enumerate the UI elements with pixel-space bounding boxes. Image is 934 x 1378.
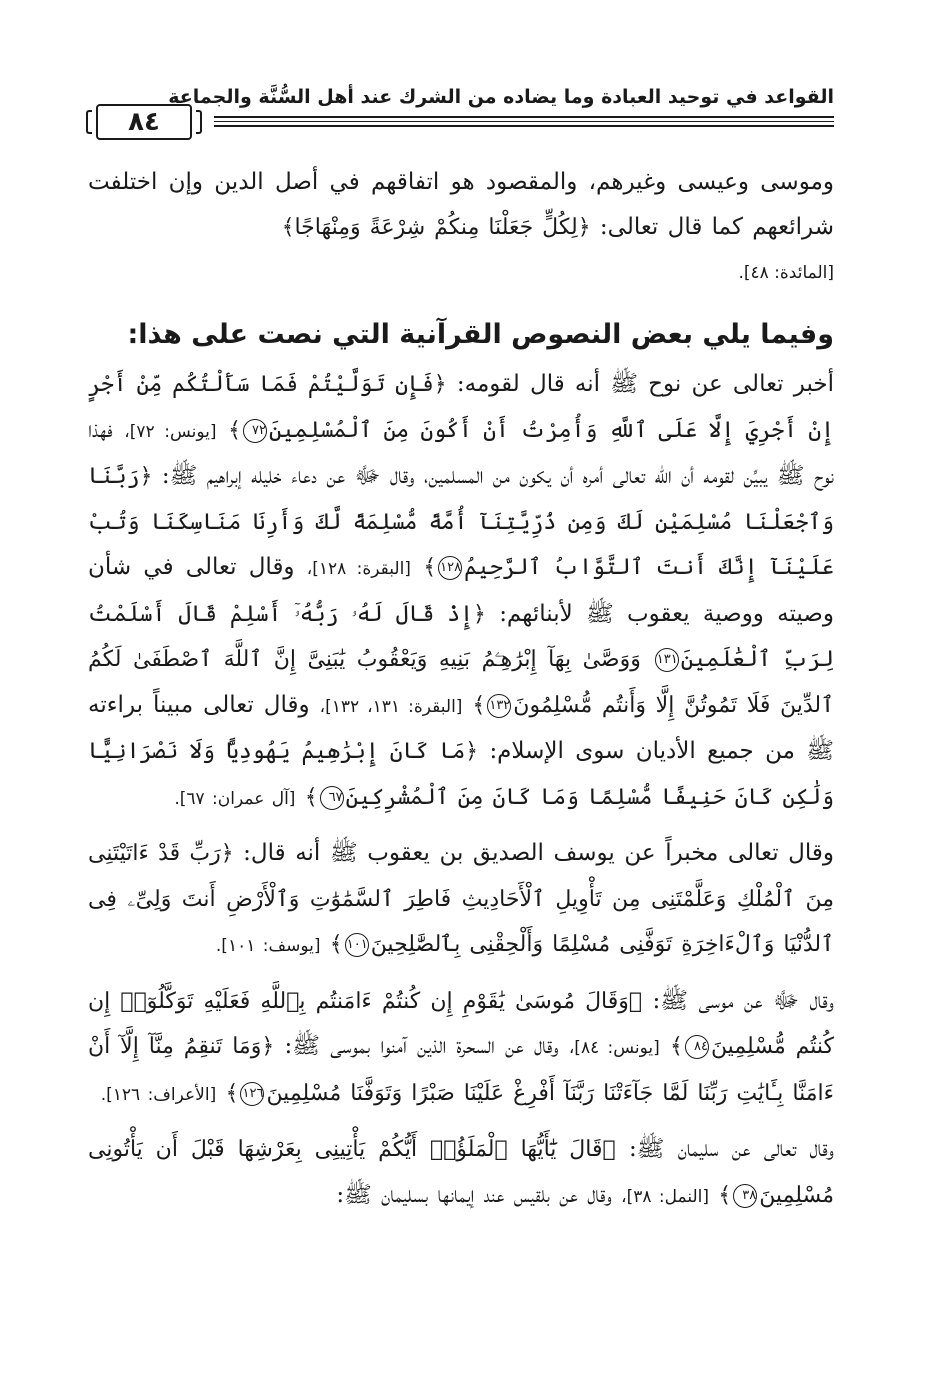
header-rule (214, 116, 834, 118)
section-heading: وفيما يلي بعض النصوص القرآنية التي نصت على هذا: (127, 319, 834, 350)
running-title: القواعد في توحيد العبادة وما يضاده من الشرك عند أهل السُّنَّة والجماعة (168, 86, 834, 108)
page-header (88, 82, 834, 146)
header-rule (214, 121, 834, 122)
quran-verse: ﴿مَا كَانَ إِبْرَٰهِيمُ يَهُودِيًّا وَلَا نَصْرَانِيًّا وَلَٰكِن كَانَ حَنِيفًا مُّسْلِمًا وَمَا كَانَ مِنَ ٱلْمُشْرِكِينَ (88, 739, 834, 810)
body-text: وقال تعالى مبيناً براءته ﷺ من جميع الأديان سوى الإسلام: (88, 691, 834, 764)
page-body (88, 160, 834, 1225)
verse-reference: [المائدة: ٤٨]. (738, 263, 834, 283)
ayah-number: ١٢٨ (438, 556, 462, 580)
ayah-number: ١٢٦ (240, 1082, 264, 1106)
body-text: وقال عن بلقيس عند إيمانها بسليمان ﷺ: (336, 1181, 612, 1208)
quran-verse: ﴿رَبَّنَا وَٱجْعَلْنَا مُسْلِمَيْنِ لَكَ وَمِن ذُرِّيَّتِنَآ أُمَّةً مُّسْلِمَةً لَّكَ وَأَرِنَا مَنَاسِكَنَا وَتُبْ عَلَيْنَآ إِنَّكَ أَنتَ ٱلتَّوَّابُ ٱلرَّحِيمُ (88, 464, 835, 580)
verse-reference: [آل عمران: ٦٧]. (174, 788, 296, 809)
verse-reference: [النمل: ٣٨]، (621, 1186, 709, 1207)
page-number: ٨٤ (96, 104, 192, 140)
verse-reference: [الأعراف: ١٢٦]. (100, 1084, 217, 1105)
verse-reference: [يونس: ٨٤]، (568, 1038, 660, 1058)
verse-reference: [يوسف: ١٠١]. (215, 936, 321, 956)
ayah-number: ٦٧ (320, 786, 344, 810)
quran-verse: ﴿وَمَا تَنقِمُ مِنَّآ إِلَّآ أَنْ ءَامَنَّا بِـَٔايَٰتِ رَبِّنَا لَمَّا جَآءَتْنَا رَبَّنَآ أَفْرِغْ عَلَيْنَا صَبْرًا وَتَوَفَّنَا مُسْلِمِينَ (88, 1034, 834, 1106)
header-rule (214, 125, 834, 127)
quran-verse: ﴿وَقَالَ مُوسَىٰ يَٰقَوْمِ إِن كُنتُمْ ءَامَنتُم بِٱللَّهِ فَعَلَيْهِ تَوَكَّلُوٓا۟ إِن كُنتُم مُّسْلِمِينَ (88, 988, 835, 1059)
quran-verse: ﴿رَبِّ قَدْ ءَاتَيْتَنِى مِنَ ٱلْمُلْكِ وَعَلَّمْتَنِى مِن تَأْوِيلِ ٱلْأَحَادِيثِ فَاطِرَ ٱلسَّمَٰوَٰتِ وَٱلْأَرْضِ أَنتَ وَلِىِّۦ فِى ٱلدُّنْيَا وَٱلْءَاخِرَةِ تَوَفَّنِى مُسْلِمًا وَأَلْحِقْنِى بِٱلصَّٰلِحِينَ (88, 841, 834, 957)
body-text: وقال ﷻ عن موسى ﷺ: (652, 987, 835, 1014)
verse-bracket: ﴾ (423, 555, 437, 580)
verse-reference: [البقرة: ١٢٨]، (306, 559, 411, 579)
quran-verse: وَوَصَّىٰ بِهَآ إِبْرَٰهِـۧمُ بَنِيهِ وَيَعْقُوبُ يَٰبَنِىَّ إِنَّ ٱللَّهَ ٱصْطَفَىٰ لَكُمُ ٱلدِّينَ فَلَا تَمُوتُنَّ إِلَّا وَأَنتُم مُّسْلِمُونَ (88, 647, 835, 718)
ayah-number: ١٣١ (655, 648, 679, 672)
body-text: وقال تعالى في شأن وصيته ووصية يعقوب ﷺ لأبنائهم: (88, 554, 834, 627)
verse-bracket: ﴾ (225, 1080, 239, 1106)
quran-verse: ﴿قَالَ يَٰٓأَيُّهَا ٱلْمَلَؤُا۟ أَيُّكُمْ يَأْتِينِى بِعَرْشِهَا قَبْلَ أَن يَأْتُونِى مُسْلِمِينَ (88, 1137, 834, 1208)
verse-bracket: ﴾ (228, 417, 241, 443)
paragraph-1 (88, 362, 834, 821)
verse-bracket: ﴾ (670, 1034, 683, 1059)
ayah-number: ٣٨ (733, 1184, 757, 1208)
paragraph-4 (88, 1127, 834, 1219)
quran-verse: ﴿فَإِن تَوَلَّيْتُمْ فَمَا سَأَلْتُكُم مِّنْ أَجْرٍ إِنْ أَجْرِيَ إِلَّا عَلَى ٱللَّهِ وَأُمِرْتُ أَنْ أَكُونَ مِنَ ٱلْمُسْلِمِينَ (88, 372, 835, 443)
verse-reference: [البقرة: ١٣١، ١٣٢]، (319, 696, 463, 717)
intro-text: وموسى وعيسى وغيرهم، والمقصود هو اتفاقهم في أصل الدين وإن اختلفت شرائعهم كما قال تعالى: (88, 169, 834, 240)
verse-reference: [يونس: ٧٢]، (124, 421, 217, 442)
body-text: أخبر تعالى عن نوح ﷺ أنه قال لقومه: (456, 371, 834, 397)
verse-bracket: ﴾ (718, 1182, 732, 1208)
verse-bracket: ﴾ (304, 784, 318, 810)
verse-bracket: ﴾ (329, 932, 343, 957)
ayah-number: ١٣٢ (487, 694, 511, 718)
ayah-number: ٨٤ (685, 1035, 709, 1059)
paragraph-2 (88, 831, 834, 969)
verse-bracket: ﴾ (472, 692, 486, 718)
body-text: وقال عن السحرة الذين آمنوا بموسى ﷺ: (284, 1033, 559, 1059)
body-text: وقال تعالى عن سليمان ﷺ: (628, 1136, 834, 1162)
body-text: وقال تعالى مخبراً عن يوسف الصديق بن يعقوب ﷺ أنه قال: (243, 840, 835, 866)
body-text: فهذا نوح ﷺ يبيِّن لقومه أن الله تعالى أمره أن يكون من المسلمين، وقال ﷻ عن دعاء خليله إبراهيم ﷺ: (88, 416, 834, 489)
quran-verse: ﴿إِذْ قَالَ لَهُۥ رَبُّهُۥٓ أَسْلِمْ قَالَ أَسْلَمْتُ لِرَبِّ ٱلْعَٰلَمِينَ (88, 601, 834, 672)
quran-verse: ﴿لِكُلٍّ جَعَلْنَا مِنكُمْ شِرْعَةً وَمِنْهَاجًا﴾ (281, 214, 591, 240)
paragraph-3 (88, 979, 834, 1118)
intro-paragraph (88, 160, 834, 250)
ayah-number: ١٠١ (345, 933, 369, 957)
ayah-number: ٧٢ (243, 419, 267, 443)
